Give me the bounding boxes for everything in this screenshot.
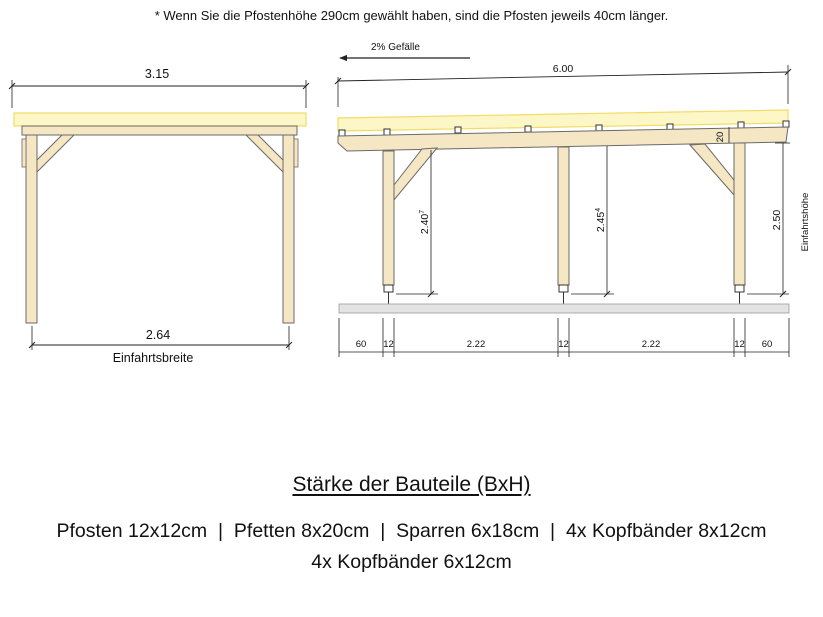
post-height-2: 2.45$^4$ (595, 207, 607, 233)
slope-label: 2% Gefälle (371, 42, 420, 53)
bottom-dim-1: 60 (355, 339, 367, 350)
front-inner-width-label: 2.64 (145, 328, 171, 342)
post-height-1: 2.40$^7$ (419, 209, 431, 235)
front-brace-left (37, 135, 74, 172)
side-post-2 (558, 147, 569, 285)
side-post-3 (734, 143, 745, 285)
clear-height-label: 2.50 (771, 209, 783, 231)
clear-height-caption: Einfahrtshöhe (800, 192, 811, 252)
beam-height-label: 20 (715, 131, 726, 143)
bottom-dim-4: 12 (558, 339, 569, 350)
bottom-dimension-ticks (339, 318, 789, 357)
components-heading (0, 473, 823, 497)
components-line-1: Pfosten 12x12cm | Pfetten 8x20cm | Sparren 6x18cm | 4x Kopfbänder 8x12cm (56, 520, 767, 542)
bottom-dim-5: 2.22 (641, 339, 661, 350)
front-width-label: 3.15 (144, 67, 170, 81)
bottom-dim-7: 60 (761, 339, 773, 350)
front-view (9, 67, 309, 365)
length-label: 6.00 (552, 63, 574, 75)
front-post-left (26, 135, 37, 323)
bottom-dim-2: 12 (383, 339, 394, 350)
components-spec (0, 516, 823, 578)
front-brace-right (246, 135, 283, 172)
post-height-note: * Wenn Sie die Pfostenhöhe 290cm gewählt haben, sind die Pfosten jeweils 40cm länger. (154, 8, 669, 23)
front-post-right (283, 135, 294, 323)
bottom-dim-3: 2.22 (466, 339, 486, 350)
components-heading-text: Stärke der Bauteile (BxH) (292, 473, 531, 496)
front-beam (22, 126, 297, 135)
front-roof (14, 113, 306, 126)
components-line-2: 4x Kopfbänder 6x12cm (311, 551, 512, 573)
side-post-1 (383, 151, 394, 285)
side-view (335, 42, 811, 357)
front-inner-width-caption: Einfahrtsbreite (112, 351, 194, 365)
bottom-dim-6: 12 (734, 339, 745, 350)
side-brace-right (690, 144, 734, 195)
ground-slab (339, 304, 789, 313)
post-anchors (384, 285, 744, 304)
side-brace-left (394, 148, 437, 200)
